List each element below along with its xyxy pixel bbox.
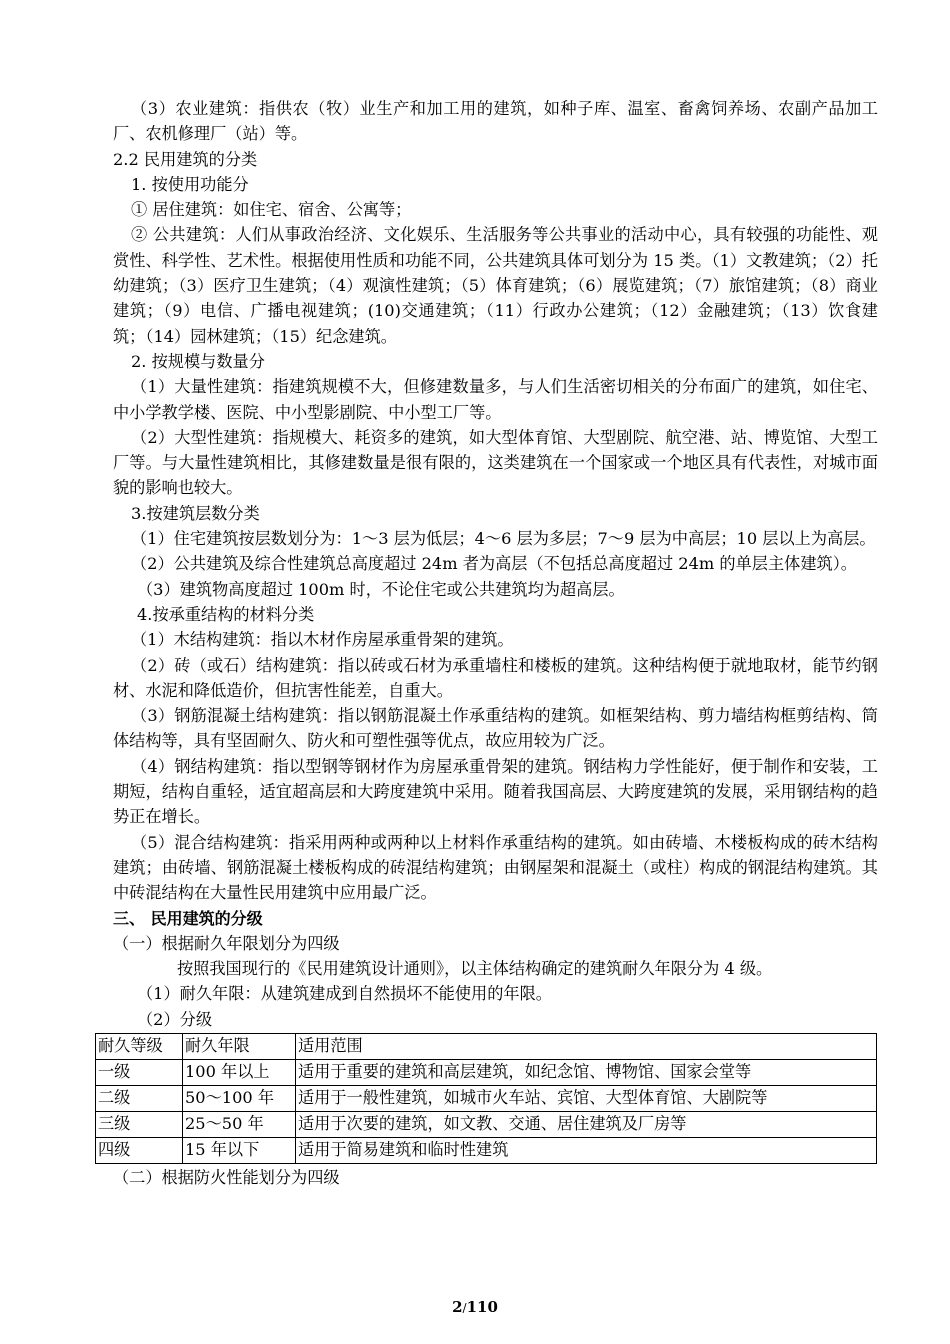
page-number: 2 (452, 1298, 463, 1316)
subheading-by-material: 4.按承重结构的材料分类 (137, 604, 315, 624)
table-cell: 适用于一般性建筑，如城市火车站、宾馆、大型体育馆、大剧院等 (296, 1085, 877, 1111)
paragraph-mixed-structure: （5）混合结构建筑：指采用两种或两种以上材料作承重结构的建筑。如由砖墙、木楼板构成的砖木结构建筑；由砖墙、钢筋混凝土楼板构成的砖混结构建筑；由钢屋架和混凝土（或柱）构成的钢混结构建筑。其中砖混结构在大量性民用建筑中应用最广泛。 (113, 832, 878, 903)
section-heading-grading: 三、 民用建筑的分级 (113, 908, 263, 928)
table-cell: 适用于次要的建筑，如文教、交通、居住建筑及厂房等 (296, 1111, 877, 1137)
paragraph-public-height: （2）公共建筑及综合性建筑总高度超过 24m 者为高层（不包括总高度超过 24m 的单层主体建筑）。 (131, 554, 857, 574)
paragraph-residential: ① 居住建筑：如住宅、宿舍、公寓等； (131, 200, 412, 220)
paragraph-grading-label: （2）分级 (137, 1009, 213, 1029)
table-row (96, 1085, 877, 1111)
table-header-cell: 耐久年限 (183, 1033, 296, 1059)
table-cell: 15 年以下 (183, 1137, 296, 1163)
page-total: 110 (466, 1298, 498, 1316)
document-body (98, 96, 878, 1190)
table-cell: 50～100 年 (183, 1085, 296, 1111)
page-footer (0, 1298, 950, 1316)
table-cell: 一级 (96, 1059, 183, 1085)
table-cell: 100 年以上 (183, 1059, 296, 1085)
subheading-durability: （一）根据耐久年限划分为四级 (113, 933, 340, 953)
durability-table (95, 1033, 877, 1164)
paragraph-durability-intro: 按照我国现行的《民用建筑设计通则》，以主体结构确定的建筑耐久年限分为 4 级。 (177, 959, 773, 979)
paragraph-wood-structure: （1）木结构建筑：指以木材作房屋承重骨架的建筑。 (131, 630, 514, 650)
paragraph-large-building: （2）大型性建筑：指规模大、耗资多的建筑，如大型体育馆、大型剧院、航空港、站、博览馆、大型工厂等。与大量性建筑相比，其修建数量是很有限的，这类建筑在一个国家或一个地区具有代表性，对城市面貌的影响也较大。 (113, 427, 878, 498)
subheading-by-floors: 3.按建筑层数分类 (131, 503, 260, 523)
table-header-cell: 耐久等级 (96, 1033, 183, 1059)
table-cell: 四级 (96, 1137, 183, 1163)
table-header-row (96, 1033, 877, 1059)
table-row (96, 1111, 877, 1137)
table-row (96, 1059, 877, 1085)
paragraph-brick-structure: （2）砖（或石）结构建筑：指以砖或石材为承重墙柱和楼板的建筑。这种结构便于就地取材，能节约钢材、水泥和降低造价，但抗害性能差，自重大。 (113, 655, 878, 700)
page-separator: / (462, 1301, 467, 1315)
subheading-by-function: 1. 按使用功能分 (131, 174, 249, 194)
table-cell: 25～50 年 (183, 1111, 296, 1137)
paragraph-public-building: ② 公共建筑：人们从事政治经济、文化娱乐、生活服务等公共事业的活动中心，具有较强的功能性、观赏性、科学性、艺术性。根据使用性质和功能不同，公共建筑具体可划分为 15 类。（1）文教建筑；（2）托幼建筑；（3）医疗卫生建筑；（4）观演性建筑；（5）体育建筑；（6）展览建筑；（7）旅馆建筑；（8）商业建筑；（9）电信、广播电视建筑；(10)交通建筑；（11）行政办公建筑；（12）金融建筑；（13）饮食建筑；（14）园林建筑；（15）纪念建筑。 (113, 225, 878, 346)
subheading-by-scale: 2. 按规模与数量分 (131, 351, 265, 371)
table-row (96, 1137, 877, 1163)
paragraph-concrete-structure: （3）钢筋混凝土结构建筑：指以钢筋混凝土作承重结构的建筑。如框架结构、剪力墙结构框剪结构、筒体结构等，具有坚固耐久、防火和可塑性强等优点，故应用较为广泛。 (113, 706, 878, 751)
table-cell: 三级 (96, 1111, 183, 1137)
table-cell: 适用于简易建筑和临时性建筑 (296, 1137, 877, 1163)
paragraph-durability-definition: （1）耐久年限：从建筑建成到自然损坏不能使用的年限。 (137, 984, 552, 1004)
table-cell: 二级 (96, 1085, 183, 1111)
section-heading-2-2: 2.2 民用建筑的分类 (113, 149, 258, 169)
subheading-fire-resistance: （二）根据防火性能划分为四级 (113, 1167, 340, 1187)
table-cell: 适用于重要的建筑和高层建筑，如纪念馆、博物馆、国家会堂等 (296, 1059, 877, 1085)
paragraph-residential-floors: （1）住宅建筑按层数划分为：1～3 层为低层；4～6 层为多层；7～9 层为中高层；10 层以上为高层。 (131, 529, 876, 549)
paragraph-super-high-rise: （3）建筑物高度超过 100m 时，不论住宅或公共建筑均为超高层。 (137, 579, 625, 599)
paragraph-mass-building: （1）大量性建筑：指建筑规模不大，但修建数量多，与人们生活密切相关的分布面广的建筑，如住宅、中小学教学楼、医院、中小型影剧院、中小型工厂等。 (113, 377, 878, 422)
paragraph-agricultural-building: （3）农业建筑：指供农（牧）业生产和加工用的建筑，如种子库、温室、畜禽饲养场、农副产品加工厂、农机修理厂（站）等。 (113, 99, 878, 144)
table-header-cell: 适用范围 (296, 1033, 877, 1059)
paragraph-steel-structure: （4）钢结构建筑：指以型钢等钢材作为房屋承重骨架的建筑。钢结构力学性能好，便于制作和安装，工期短，结构自重轻，适宜超高层和大跨度建筑中采用。随着我国高层、大跨度建筑的发展，采用钢结构的趋势正在增长。 (113, 756, 878, 827)
